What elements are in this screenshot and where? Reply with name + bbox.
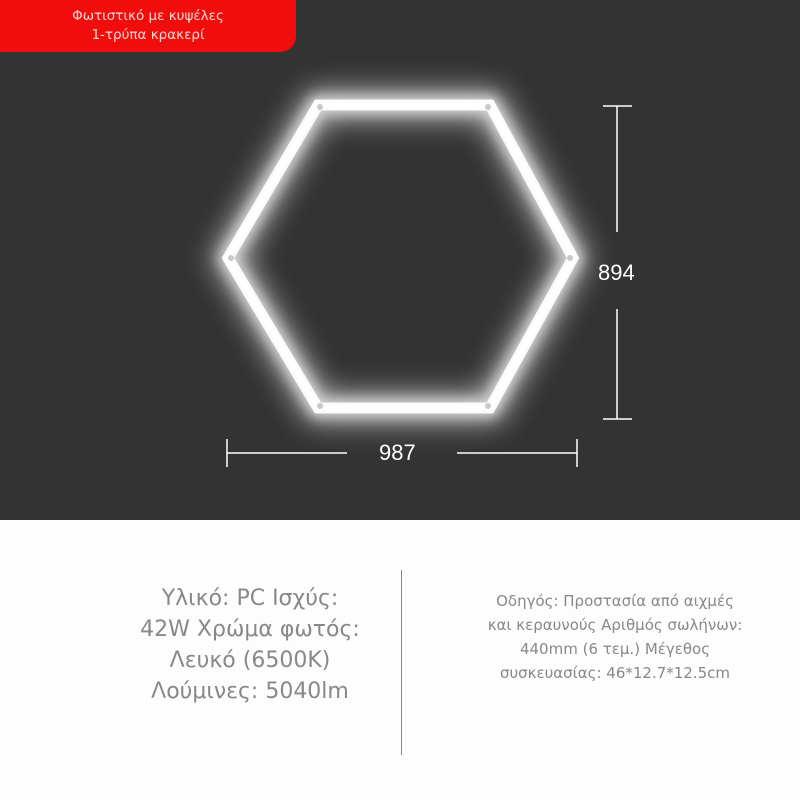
product-title-badge: [0, 0, 296, 52]
spec-line: 440mm (6 τεμ.) Μέγεθος: [519, 640, 711, 658]
specs-left-column: [110, 583, 390, 707]
width-dimension-label: 987: [379, 440, 416, 465]
badge-line-1: Φωτιστικό με κυψέλες: [72, 8, 224, 24]
height-dimension-label: 894: [598, 260, 635, 285]
spec-line: Λούμινες: 5040lm: [151, 679, 349, 704]
spec-line: Οδηγός: Προστασία από αιχμές: [496, 592, 734, 610]
badge-line-2: 1-τρύπα κρακερί: [91, 27, 205, 43]
spec-line: και κεραυνούς Αριθμός σωλήνων:: [487, 616, 743, 634]
spec-line: Λευκό (6500K): [169, 648, 331, 673]
column-divider: [401, 570, 402, 755]
specs-right-column: [440, 589, 790, 685]
spec-line: συσκευασίας: 46*12.7*12.5cm: [499, 664, 731, 682]
spec-line: 42W Χρώμα φωτός:: [140, 617, 360, 642]
spec-line: Υλικό: PC Ισχύς:: [161, 586, 339, 611]
